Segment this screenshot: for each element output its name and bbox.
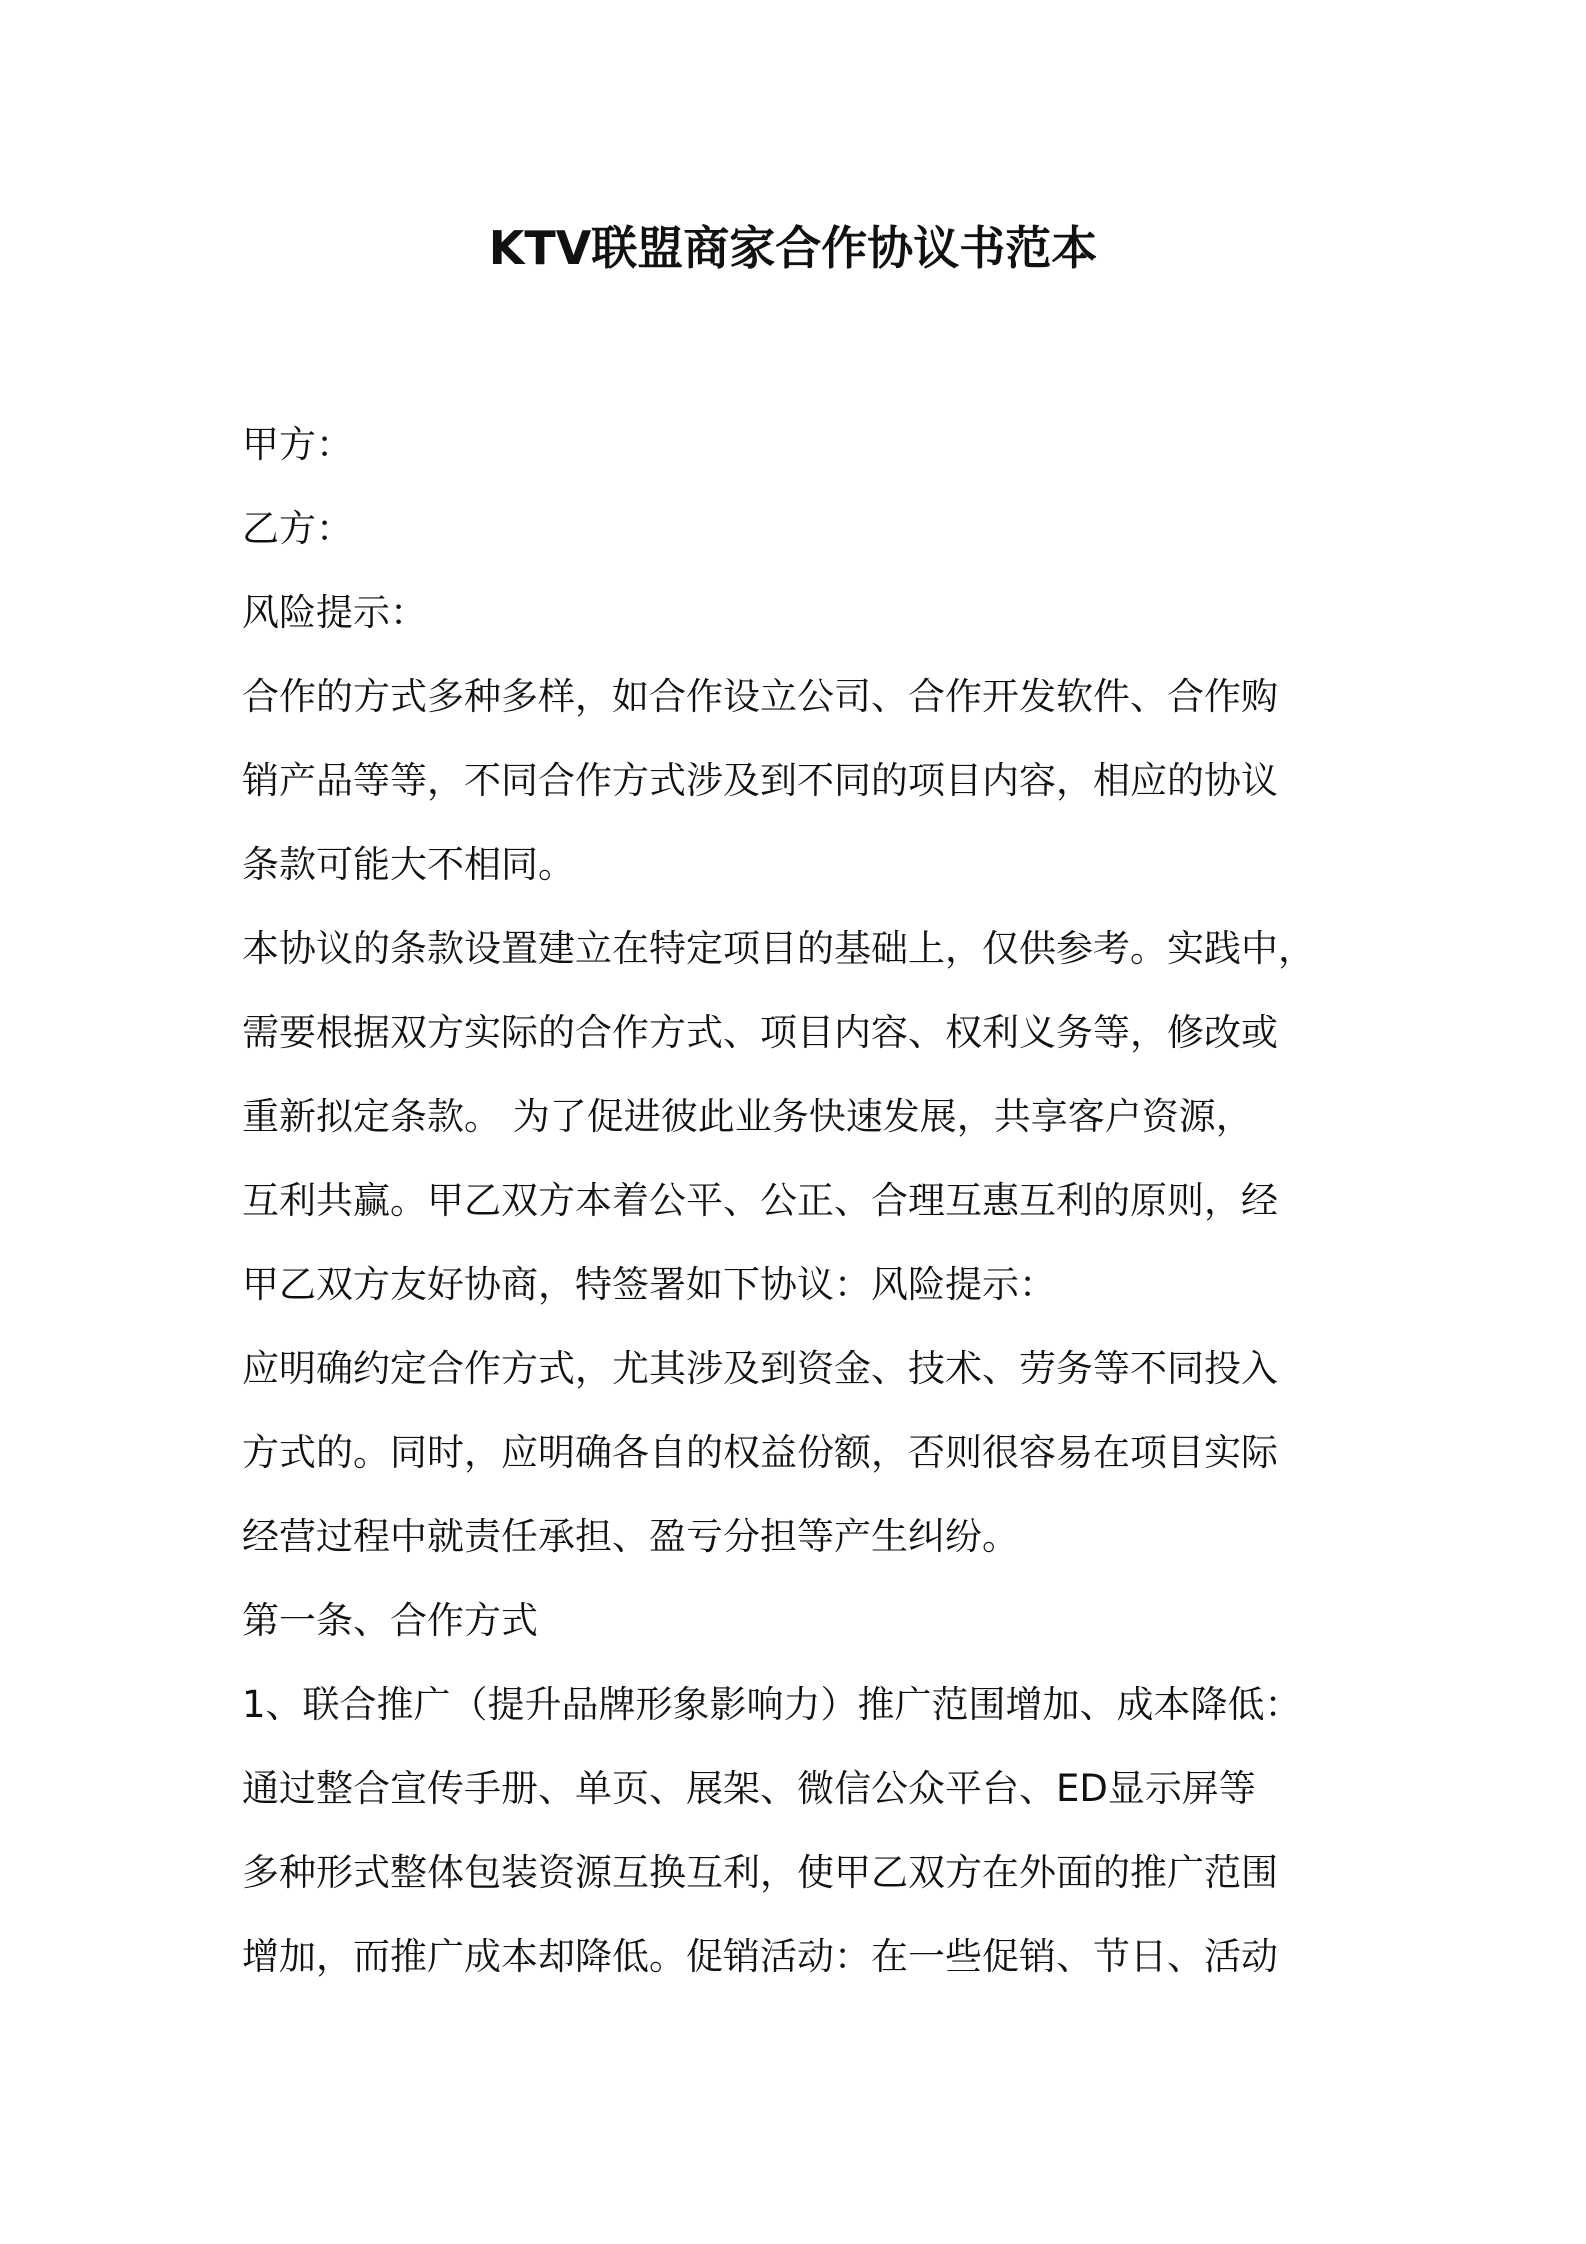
- article-one-heading: 第一条、合作方式: [242, 1599, 538, 1642]
- risk-notice-heading: 风险提示：: [242, 591, 427, 634]
- paragraph-line: 应明确约定合作方式，尤其涉及到资金、技术、劳务等不同投入: [242, 1347, 1278, 1390]
- paragraph-line: 合作的方式多种多样，如合作设立公司、合作开发软件、合作购: [242, 675, 1278, 718]
- paragraph-line: 通过整合宣传手册、单页、展架、微信公众平台、ED显示屏等: [242, 1767, 1256, 1810]
- paragraph-line: 1、联合推广（提升品牌形象影响力）推广范围增加、成本降低：: [242, 1683, 1302, 1726]
- document-title: KTV联盟商家合作协议书范本: [488, 221, 1098, 275]
- paragraph-line: 本协议的条款设置建立在特定项目的基础上，仅供参考。实践中，: [242, 927, 1315, 970]
- paragraph-line: 方式的。同时，应明确各自的权益份额，否则很容易在项目实际: [242, 1431, 1278, 1474]
- party-b-line: 乙方：: [242, 507, 353, 550]
- document-body: [242, 403, 1362, 1999]
- paragraph-line: 经营过程中就责任承担、盈亏分担等产生纠纷。: [242, 1515, 1019, 1558]
- paragraph-line: 甲乙双方友好协商，特签署如下协议：风险提示：: [242, 1263, 1056, 1306]
- paragraph-line: 重新拟定条款。 为了促进彼此业务快速发展，共享客户资源，: [242, 1095, 1253, 1138]
- paragraph-line: 需要根据双方实际的合作方式、项目内容、权利义务等，修改或: [242, 1011, 1278, 1054]
- paragraph-line: 条款可能大不相同。: [242, 843, 575, 886]
- paragraph-line: 互利共赢。甲乙双方本着公平、公正、合理互惠互利的原则，经: [242, 1179, 1278, 1222]
- paragraph-line: 多种形式整体包装资源互换互利，使甲乙双方在外面的推广范围: [242, 1851, 1278, 1894]
- paragraph-line: 销产品等等，不同合作方式涉及到不同的项目内容，相应的协议: [242, 759, 1278, 802]
- party-a-line: 甲方：: [242, 423, 353, 466]
- paragraph-line: 增加，而推广成本却降低。促销活动：在一些促销、节日、活动: [242, 1935, 1278, 1978]
